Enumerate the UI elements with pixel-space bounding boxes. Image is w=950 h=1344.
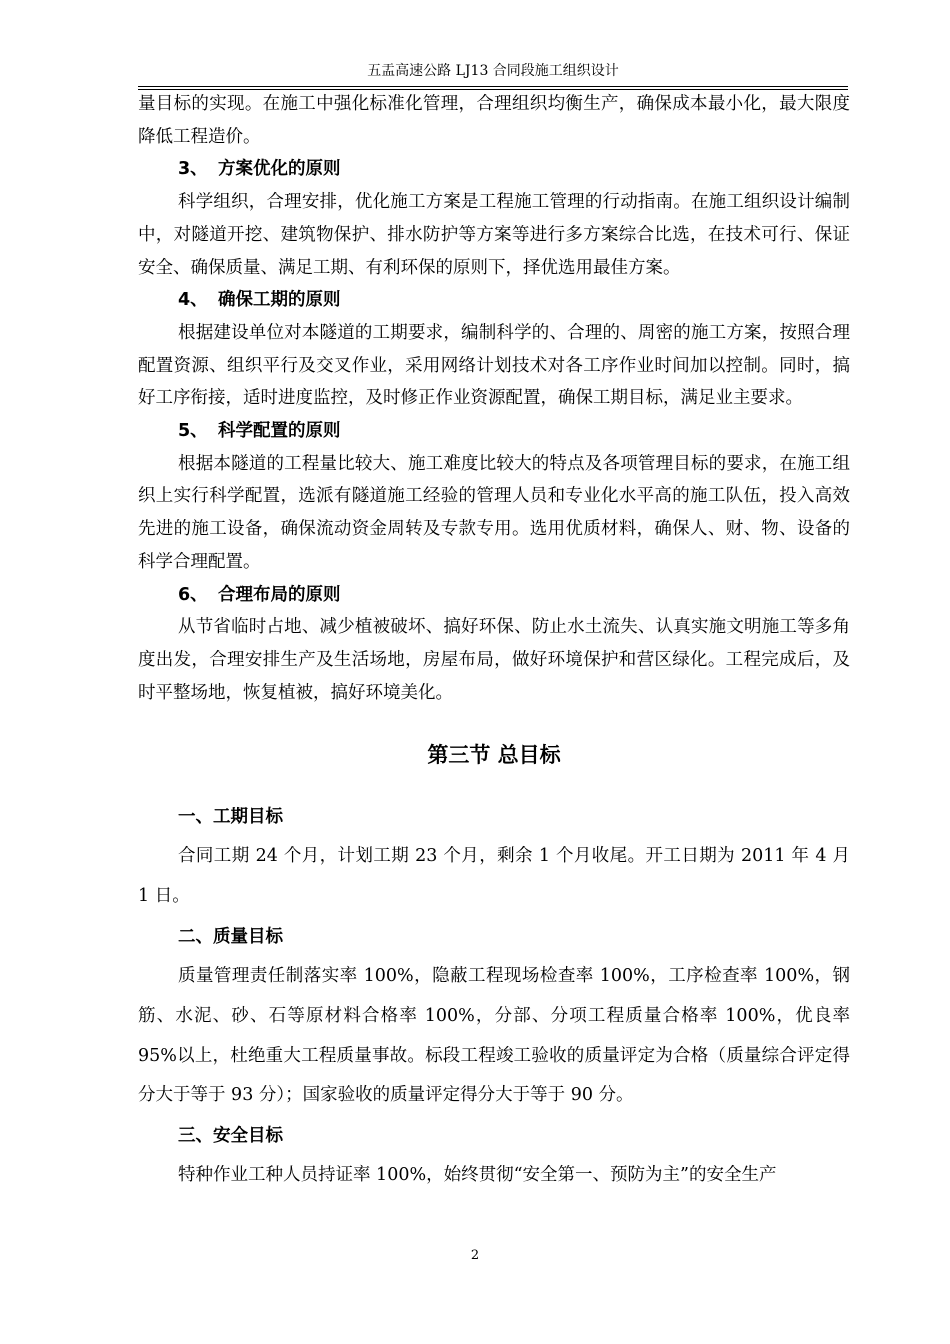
- page-number: 2: [470, 1248, 480, 1263]
- paragraph-principle-3: 科学组织，合理安排，优化施工方案是工程施工管理的行动指南。在施工组织设计编制中，对隧道开挖、建筑物保护、排水防护等方案等进行多方案综合比选，在技术可行、保证安全、确保质量、满足工期、有利环保的原则下，择优选用最佳方案。: [138, 192, 850, 278]
- paragraph-principle-6: 从节省临时占地、减少植被破坏、搞好环保、防止水土流失、认真实施文明施工等多角度出发，合理安排生产及生活场地，房屋布局，做好环境保护和营区绿化。工程完成后，及时平整场地，恢复植被，搞好环境美化。: [138, 617, 850, 703]
- paragraph-principle-5: 根据本隧道的工程量比较大、施工难度比较大的特点及各项管理目标的要求，在施工组织上实行科学配置，选派有隧道施工经验的管理人员和专业化水平高的施工队伍，投入高效先进的施工设备，确保流动资金周转及专款专用。选用优质材料，确保人、财、物、设备的科学合理配置。: [138, 453, 850, 572]
- goal-heading-safety: 三、安全目标: [178, 1126, 283, 1147]
- heading-text: 科学配置的原则: [218, 421, 341, 442]
- heading-text: 合理布局的原则: [218, 584, 341, 605]
- heading-number: 5、: [178, 421, 208, 442]
- header-rule: [138, 86, 848, 87]
- goal-heading-schedule: 一、工期目标: [178, 807, 283, 828]
- spacer: [138, 709, 850, 735]
- heading-text: 方案优化的原则: [218, 159, 341, 180]
- goal-heading-quality: 二、质量目标: [178, 926, 283, 947]
- principle-heading-6: [138, 579, 850, 612]
- heading-text: 确保工期的原则: [218, 290, 341, 311]
- heading-number: 3、: [178, 159, 208, 180]
- principle-heading-3: [138, 153, 850, 186]
- paragraph-schedule-goal: 合同工期 24 个月，计划工期 23 个月，剩余 1 个月收尾。开工日期为 2011 年 4 月 1 日。: [138, 846, 850, 907]
- principle-heading-5: [138, 415, 850, 448]
- spacer: [138, 775, 850, 797]
- paragraph-continuation: 量目标的实现。在施工中强化标准化管理，合理组织均衡生产，确保成本最小化，最大限度降低工程造价。: [138, 94, 850, 147]
- section-title: 第三节 总目标: [427, 743, 561, 768]
- heading-number: 6、: [178, 584, 208, 605]
- paragraph-quality-goal: 质量管理责任制落实率 100%，隐蔽工程现场检查率 100%，工序检查率 100%，钢筋、水泥、砂、石等原材料合格率 100%，分部、分项工程质量合格率 100%，优良率 95%以上，杜绝重大工程质量事故。标段工程竣工验收的质量评定为合格（质量综合评定得分大于等于 93 分）；国家验收的质量评定得分大于等于 90 分。: [138, 965, 850, 1106]
- heading-number: 4、: [178, 290, 208, 311]
- running-header: 五盂高速公路 LJ13 合同段施工组织设计: [367, 63, 619, 79]
- paragraph-safety-goal: 特种作业工种人员持证率 100%，始终贯彻“安全第一、预防为主”的安全生产: [178, 1165, 777, 1186]
- principle-heading-4: [138, 284, 850, 317]
- paragraph-principle-4: 根据建设单位对本隧道的工期要求，编制科学的、合理的、周密的施工方案，按照合理配置资源、组织平行及交叉作业，采用网络计划技术对各工序作业时间加以控制。同时，搞好工序衔接，适时进度监控，及时修正作业资源配置，确保工期目标，满足业主要求。: [138, 322, 850, 409]
- page-content: [138, 88, 850, 1196]
